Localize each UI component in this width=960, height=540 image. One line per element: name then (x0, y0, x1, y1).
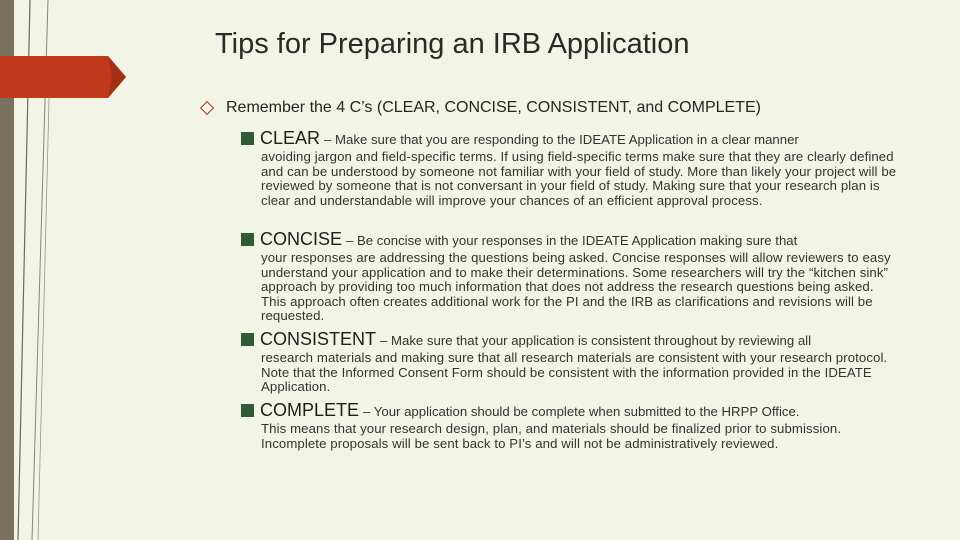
main-bullet (200, 99, 761, 117)
item-consistent (241, 329, 901, 395)
item-lead: – Make sure that your application is consistent throughout by reviewing all (380, 333, 812, 348)
item-term: CLEAR (260, 128, 321, 148)
item-body: your responses are addressing the questions being asked. Concise responses will allow reviewers to easy understand your application and to make their determinations. Some researchers will try the “kitchen sink” approach by providing too much information that does not address the research questions being asked. This approach often creates additional work for the PI and the IRB as clarifications and revisions will be requested. (261, 250, 891, 324)
item-term: COMPLETE (260, 400, 360, 420)
item-lead: – Be concise with your responses in the IDEATE Application making sure that (346, 233, 798, 248)
title-accent-arrow (0, 56, 130, 98)
item-complete (241, 400, 901, 451)
item-clear (241, 128, 901, 208)
item-body: research materials and making sure that all research materials are consistent with your research protocol. Note that the Informed Consent Form should be consistent with the information provided in the IDEATE Application. (261, 350, 888, 395)
item-term: CONCISE (260, 229, 343, 249)
square-bullet-icon (241, 132, 254, 145)
item-body: This means that your research design, plan, and materials should be finalized prior to submission. Incomplete proposals will be sent back to PI’s and will not be administratively reviewed. (261, 421, 842, 451)
slide-title: Tips for Preparing an IRB Application (215, 28, 690, 60)
item-body: avoiding jargon and field-specific terms. If using field-specific terms make sure that they are clearly defined and can be understood by someone not familiar with your field of study. More than likely your project will be reviewed by someone that is not conversant in your field of study. Making sure that your research plan is clear and understandable will improve your chances of an efficient approval process. (261, 149, 897, 208)
main-bullet-text: Remember the 4 C’s (CLEAR, CONCISE, CONSISTENT, and COMPLETE) (226, 99, 761, 116)
square-bullet-icon (241, 333, 254, 346)
item-concise (241, 229, 901, 324)
item-lead: – Your application should be complete when submitted to the HRPP Office. (363, 404, 800, 419)
item-term: CONSISTENT (260, 329, 377, 349)
square-bullet-icon (241, 233, 254, 246)
item-lead: – Make sure that you are responding to the IDEATE Application in a clear manner (324, 132, 799, 147)
square-bullet-icon (241, 404, 254, 417)
diamond-bullet-icon (200, 101, 214, 115)
